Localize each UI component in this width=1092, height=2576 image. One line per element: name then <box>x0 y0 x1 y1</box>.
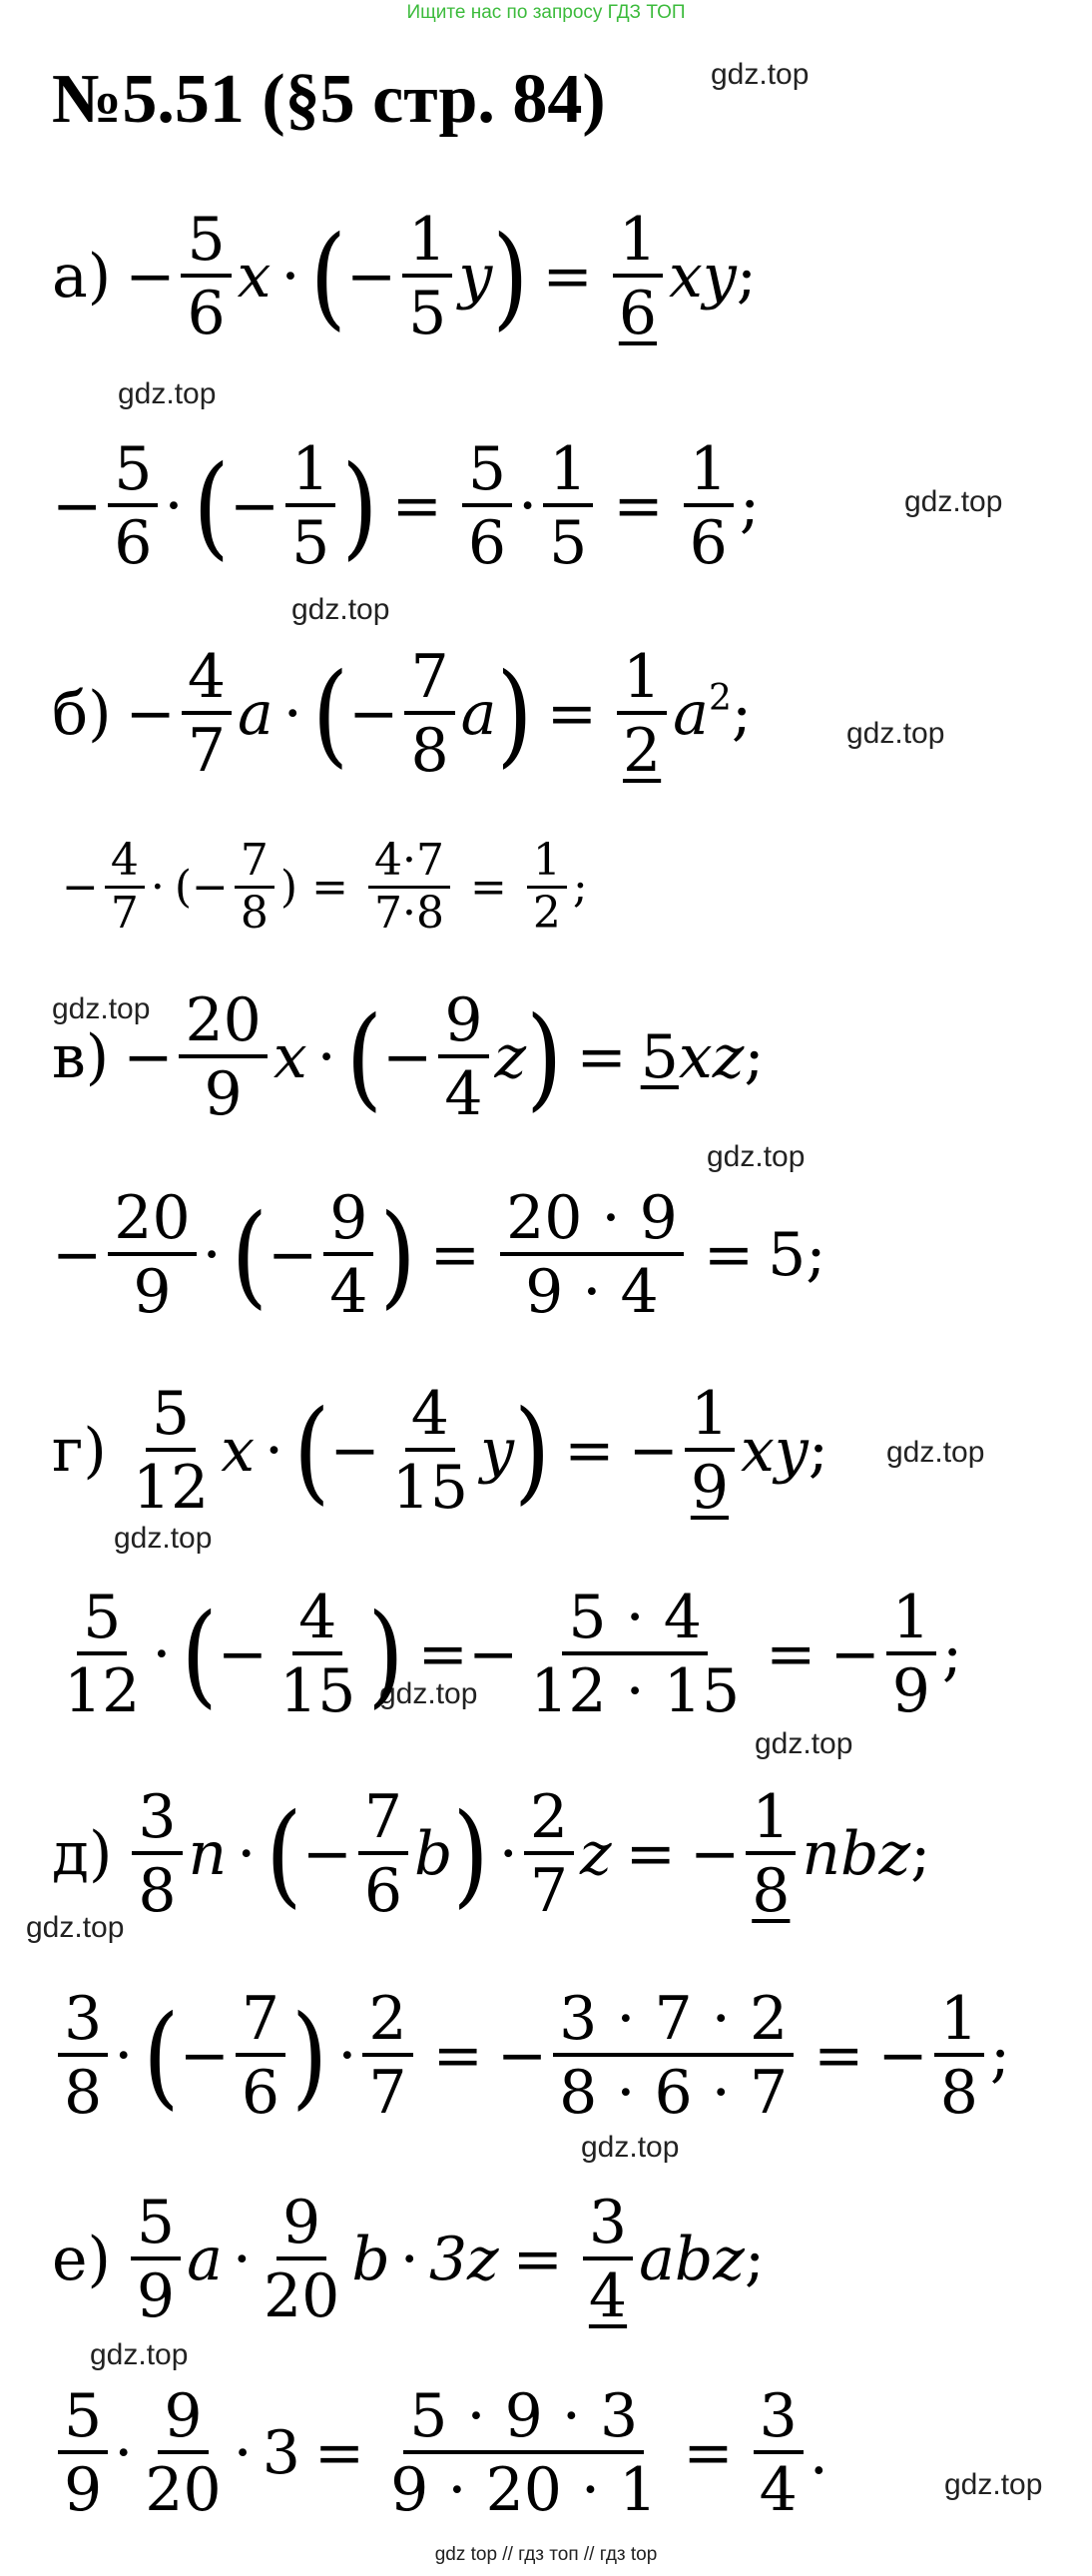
numerator: 1 <box>285 439 335 507</box>
math-symbol: − <box>496 2021 548 2091</box>
equation-e <box>52 2188 766 2331</box>
math-symbol: · <box>337 2021 357 2091</box>
math-symbol: = <box>613 471 664 541</box>
fraction <box>108 1183 196 1327</box>
math-symbol: − <box>329 1416 380 1486</box>
math-symbol: ; <box>808 1416 828 1486</box>
denominator: 7 <box>368 2058 407 2128</box>
fraction <box>934 1984 984 2128</box>
math-symbol: ) <box>341 440 378 571</box>
numerator: 1 <box>543 439 593 507</box>
math-symbol: 9 <box>690 1453 730 1523</box>
fraction <box>462 434 512 578</box>
fraction <box>500 1183 684 1327</box>
variable: x <box>273 1022 307 1092</box>
numerator: 1 <box>934 1989 984 2057</box>
math-symbol: ; <box>806 1220 826 1290</box>
numerator: 3 <box>58 1989 108 2057</box>
denominator: 6 <box>241 2058 280 2128</box>
denominator: 8 <box>138 1856 177 1926</box>
fraction <box>273 1583 361 1726</box>
numerator: 7 <box>236 1989 285 2057</box>
denominator <box>617 715 667 786</box>
watermark: gdz.top <box>581 2131 680 2164</box>
math-symbol: ; <box>989 2021 1011 2091</box>
variable: a <box>238 679 273 749</box>
math-symbol: − <box>689 1819 741 1889</box>
variable: 3z <box>428 2225 499 2294</box>
fraction <box>179 985 267 1129</box>
fraction <box>131 2188 181 2331</box>
variable: b <box>414 1819 453 1889</box>
math-symbol: = <box>311 861 348 913</box>
denominator: 8 · 6 · 7 <box>559 2058 789 2128</box>
math-symbol: · <box>518 471 538 541</box>
math-symbol: = <box>417 1619 468 1689</box>
fraction <box>524 1583 746 1726</box>
variable: y <box>480 1416 514 1486</box>
fraction <box>323 1183 373 1327</box>
denominator: 7·8 <box>373 888 444 939</box>
numerator: 4 <box>292 1588 342 1655</box>
denominator: 9 · 4 <box>525 1257 659 1327</box>
equation-v <box>52 985 765 1129</box>
watermark: gdz.top <box>944 2468 1043 2501</box>
variable: nbz <box>802 1819 911 1889</box>
fraction <box>386 1379 474 1523</box>
math-symbol: ) <box>379 1189 416 1320</box>
page-title: №5.51 (§5 стр. 84) <box>52 61 606 138</box>
fraction <box>404 642 454 786</box>
numerator: 3 <box>583 2193 633 2260</box>
math-symbol: − <box>268 1220 318 1290</box>
math-symbol: ) <box>452 1788 489 1919</box>
watermark: gdz.top <box>904 485 1003 518</box>
fraction <box>438 985 488 1129</box>
math-symbol: − <box>179 2021 230 2091</box>
math-symbol: = <box>313 2418 365 2488</box>
denominator: 9 <box>133 1257 172 1327</box>
numerator: 2 <box>362 1989 412 2057</box>
fraction <box>139 2381 227 2525</box>
check-a <box>52 434 761 578</box>
math-symbol: ) <box>526 991 563 1122</box>
numerator: 1 <box>685 1384 735 1452</box>
label-a: а) <box>52 242 112 312</box>
fraction <box>754 2381 804 2525</box>
denominator: 8 <box>939 2058 978 2128</box>
math-symbol: = <box>625 1819 676 1889</box>
minus: − <box>125 242 176 312</box>
denominator: 9 <box>204 1059 243 1129</box>
label-e: е) <box>52 2225 111 2294</box>
math-symbol: ( <box>193 440 230 571</box>
fraction <box>58 2381 108 2525</box>
math-symbol: · <box>202 1220 222 1290</box>
numerator: 5 · 4 <box>562 1588 708 1655</box>
fraction <box>524 1782 574 1926</box>
math-symbol: ( <box>345 991 383 1122</box>
math-symbol: ( <box>293 1385 330 1516</box>
equation-g <box>52 1379 828 1523</box>
fraction <box>127 1379 215 1523</box>
denominator: 7 <box>110 888 139 939</box>
math-symbol: · <box>498 1819 518 1889</box>
numerator: 1 <box>746 1787 796 1855</box>
denominator: 12 <box>64 1656 141 1726</box>
math-symbol: ( <box>231 1189 269 1320</box>
denominator: 6 <box>363 1856 403 1926</box>
numerator: 9 <box>323 1188 373 1256</box>
math-symbol: 2 <box>622 716 662 786</box>
variable: z <box>494 1022 527 1092</box>
math-symbol: · <box>164 471 184 541</box>
variable: xz <box>678 1022 745 1092</box>
variable: a <box>187 2225 223 2294</box>
math-symbol: · <box>399 2225 419 2294</box>
math-symbol: · <box>114 2418 134 2488</box>
fraction <box>362 1984 412 2128</box>
watermark: gdz.top <box>379 1677 478 1710</box>
numerator: 4 <box>405 1384 455 1452</box>
math-symbol: = <box>564 1416 615 1486</box>
numerator: 7 <box>358 1787 408 1855</box>
variable: b <box>351 2225 390 2294</box>
math-symbol: − <box>382 1022 433 1092</box>
math-symbol: − <box>628 1416 679 1486</box>
math-symbol: − <box>301 1819 352 1889</box>
math-symbol: − <box>467 1619 519 1689</box>
variable: z <box>580 1819 612 1889</box>
equation-a <box>52 205 757 348</box>
math-symbol: · <box>114 2021 134 2091</box>
numerator: 2 <box>524 1787 574 1855</box>
denominator: 4 <box>759 2455 798 2525</box>
denominator: 8 <box>240 888 269 939</box>
math-symbol: − <box>348 679 399 749</box>
watermark: gdz.top <box>26 1911 125 1944</box>
math-symbol: = <box>546 679 597 749</box>
numerator: 1 <box>617 647 667 715</box>
math-symbol: ; <box>731 679 753 749</box>
footer-links: gdz top // гдз топ // гдз top <box>434 2544 658 2565</box>
math-symbol: ; <box>739 471 761 541</box>
math-symbol: = <box>576 1022 627 1092</box>
fraction <box>105 835 145 939</box>
variable: x <box>237 242 272 312</box>
fraction <box>527 835 567 939</box>
watermark: gdz.top <box>114 1522 213 1555</box>
denominator: 15 <box>391 1453 469 1523</box>
fraction <box>613 205 663 348</box>
math-symbol: · <box>152 1619 172 1689</box>
numerator: 3 <box>754 2386 804 2454</box>
math-symbol: 3 <box>262 2418 300 2488</box>
fraction <box>583 2188 633 2331</box>
label-d: д) <box>52 1819 113 1889</box>
denominator: 8 <box>64 2058 103 2128</box>
fraction <box>543 434 593 578</box>
numerator: 5 <box>462 439 512 507</box>
math-symbol: · <box>232 2225 252 2294</box>
math-symbol: · <box>237 1819 257 1889</box>
math-symbol: − <box>345 242 397 312</box>
denominator: 9 <box>136 2261 176 2331</box>
math-symbol: · <box>316 1022 336 1092</box>
fraction <box>182 642 232 786</box>
fraction <box>108 434 158 578</box>
math-symbol: ( <box>311 648 349 779</box>
check-v <box>52 1183 826 1327</box>
fraction <box>132 1782 182 1926</box>
fraction <box>886 1583 936 1726</box>
math-symbol: · <box>150 861 165 913</box>
fraction <box>553 1984 794 2128</box>
label-g: г) <box>52 1416 107 1486</box>
numerator: 7 <box>235 839 274 889</box>
denominator: 7 <box>187 716 226 786</box>
math-symbol: 6 <box>618 279 658 348</box>
denominator: 6 <box>187 279 226 348</box>
numerator: 20 · 9 <box>500 1188 684 1256</box>
math-symbol: = <box>429 1220 481 1290</box>
watermark: gdz.top <box>90 2338 189 2371</box>
denominator: 9 <box>64 2455 103 2525</box>
exponent: 2 <box>708 678 732 719</box>
watermark: gdz.top <box>711 58 810 91</box>
math-symbol: ; <box>744 1022 765 1092</box>
numerator: 4 <box>182 647 232 715</box>
numerator: 1 <box>402 210 452 278</box>
math-symbol: − <box>192 861 229 913</box>
variable: abz <box>639 2225 745 2294</box>
denominator: 5 <box>408 279 447 348</box>
math-symbol: · <box>280 242 300 312</box>
watermark: gdz.top <box>291 593 390 626</box>
denominator: 2 <box>532 888 561 939</box>
fraction <box>684 434 734 578</box>
fraction <box>402 205 452 348</box>
denominator: 6 <box>467 508 507 578</box>
math-symbol: = <box>432 2021 483 2091</box>
numerator: 5 <box>108 439 158 507</box>
fraction <box>685 1379 735 1523</box>
numerator: 20 <box>108 1188 196 1256</box>
numerator: 5 <box>131 2193 181 2260</box>
math-symbol: − <box>229 471 280 541</box>
math-symbol: − <box>829 1619 880 1689</box>
denominator: 9 · 20 · 1 <box>390 2455 658 2525</box>
math-symbol: 5 <box>640 1022 679 1092</box>
fraction <box>58 1984 108 2128</box>
numerator: 5 <box>58 2386 108 2454</box>
math-symbol: = <box>683 2418 734 2488</box>
math-symbol: − <box>217 1619 269 1689</box>
numerator: 9 <box>158 2386 208 2454</box>
fraction <box>384 2381 663 2525</box>
label-b: б) <box>52 679 112 749</box>
variable: n <box>188 1819 228 1889</box>
numerator: 5 <box>77 1588 127 1655</box>
fraction <box>235 835 274 939</box>
numerator: 20 <box>179 990 267 1058</box>
numerator: 1 <box>684 439 734 507</box>
check-d <box>52 1984 1011 2128</box>
numerator: 4·7 <box>368 839 450 889</box>
denominator: 9 <box>891 1656 930 1726</box>
math-symbol: = <box>703 1220 755 1290</box>
math-symbol: ; <box>736 242 757 312</box>
math-symbol: ( <box>143 1990 180 2121</box>
numerator: 9 <box>276 2193 326 2260</box>
watermark: gdz.top <box>52 992 151 1025</box>
math-symbol: − <box>52 1220 103 1290</box>
math-symbol: − <box>123 1022 174 1092</box>
variable: y <box>458 242 493 312</box>
label-v: в) <box>52 1022 110 1092</box>
math-symbol: ) <box>367 1589 404 1719</box>
denominator <box>685 1452 735 1523</box>
numerator: 4 <box>105 839 145 889</box>
math-symbol: . <box>809 2418 828 2488</box>
math-symbol: ( <box>266 1788 302 1919</box>
check-g <box>52 1583 963 1726</box>
math-symbol: · <box>233 2418 253 2488</box>
numerator: 5 · 9 · 3 <box>403 2386 644 2454</box>
math-symbol: − <box>125 679 176 749</box>
denominator: 8 <box>410 716 449 786</box>
equation-d <box>52 1782 931 1926</box>
numerator: 5 <box>181 210 231 278</box>
variable: x <box>221 1416 256 1486</box>
fraction <box>368 835 450 939</box>
fraction <box>58 1583 146 1726</box>
watermark: gdz.top <box>707 1140 806 1173</box>
search-banner: Ищите нас по запросу ГДЗ ТОП <box>406 2 686 23</box>
denominator: 20 <box>145 2455 222 2525</box>
math-symbol: · <box>282 679 302 749</box>
math-symbol: ) <box>513 1385 551 1516</box>
math-symbol: ) <box>496 648 533 779</box>
math-symbol: ( <box>181 1589 218 1719</box>
math-symbol: − <box>62 861 99 913</box>
math-symbol: 8 <box>752 1856 791 1926</box>
variable: xy <box>669 242 737 312</box>
fraction <box>258 2188 345 2331</box>
math-symbol: ) <box>492 211 529 341</box>
check-e <box>52 2381 828 2525</box>
math-symbol: ( <box>309 211 346 341</box>
watermark: gdz.top <box>846 717 945 750</box>
denominator <box>746 1855 796 1926</box>
math-symbol: ; <box>941 1619 963 1689</box>
fraction <box>358 1782 408 1926</box>
numerator: 3 <box>132 1787 182 1855</box>
watermark: gdz.top <box>118 377 217 410</box>
numerator: 1 <box>886 1588 936 1655</box>
fraction <box>746 1782 796 1926</box>
math-symbol: = <box>391 471 442 541</box>
denominator: 12 <box>132 1453 210 1523</box>
variable: a <box>673 679 709 749</box>
watermark: gdz.top <box>886 1436 985 1469</box>
math-symbol: ; <box>572 861 588 913</box>
math-symbol: = <box>766 1619 817 1689</box>
equation-b <box>52 642 753 786</box>
numerator: 3 · 7 · 2 <box>553 1989 794 2057</box>
math-symbol: − <box>52 471 103 541</box>
numerator: 9 <box>438 990 488 1058</box>
math-symbol: ; <box>744 2225 766 2294</box>
watermark: gdz.top <box>755 1727 853 1760</box>
math-symbol: ) <box>279 861 298 913</box>
denominator: 7 <box>529 1856 569 1926</box>
variable: xy <box>741 1416 809 1486</box>
math-symbol: 5 <box>768 1220 807 1290</box>
numerator: 1 <box>527 839 567 889</box>
denominator: 5 <box>291 508 330 578</box>
math-symbol: ( <box>174 861 193 913</box>
denominator: 12 · 15 <box>530 1656 741 1726</box>
numerator: 5 <box>146 1384 196 1452</box>
denominator <box>583 2260 633 2331</box>
math-symbol: = <box>542 242 593 312</box>
math-symbol: ) <box>291 1990 328 2121</box>
denominator: 6 <box>114 508 153 578</box>
math-symbol: ; <box>910 1819 931 1889</box>
fraction <box>181 205 231 348</box>
denominator: 15 <box>279 1656 356 1726</box>
math-symbol: = <box>512 2225 563 2294</box>
denominator: 4 <box>444 1059 483 1129</box>
check-b <box>62 835 588 939</box>
math-symbol: · <box>265 1416 284 1486</box>
fraction <box>285 434 335 578</box>
variable: a <box>460 679 497 749</box>
math-symbol: = <box>469 861 507 913</box>
denominator <box>613 278 663 348</box>
denominator: 4 <box>329 1257 368 1327</box>
math-symbol: 4 <box>588 2261 628 2331</box>
denominator: 6 <box>689 508 728 578</box>
fraction <box>617 642 667 786</box>
denominator: 20 <box>263 2261 340 2331</box>
numerator: 7 <box>404 647 454 715</box>
fraction <box>236 1984 285 2128</box>
numerator: 1 <box>613 210 663 278</box>
math-symbol: = <box>814 2021 864 2091</box>
math-symbol: − <box>877 2021 928 2091</box>
denominator: 5 <box>549 508 588 578</box>
